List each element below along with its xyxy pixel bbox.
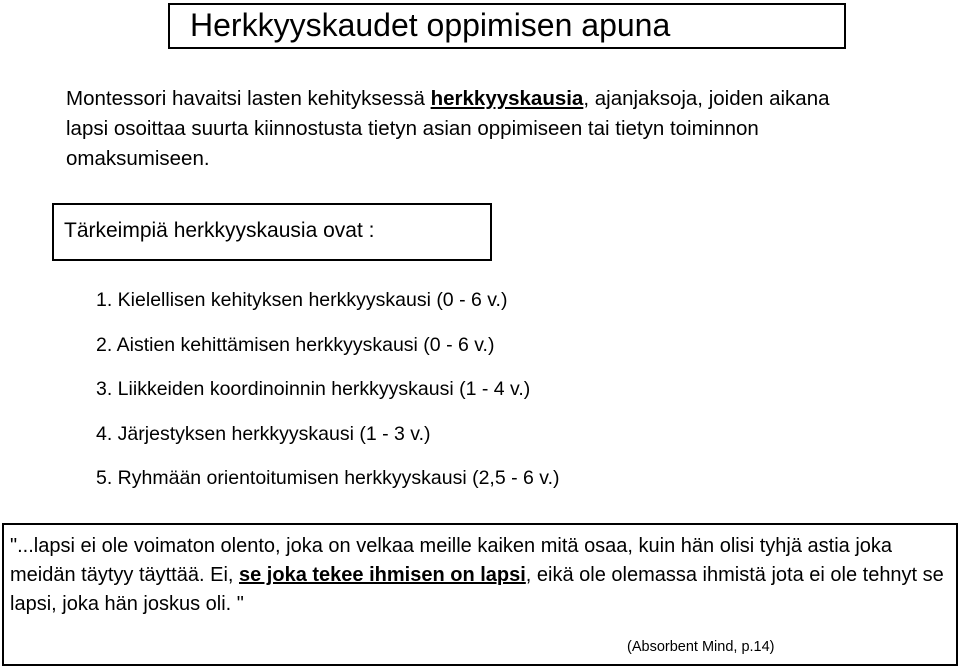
quote-part-2: , eikä ole olemassa ihmistä jota ei ole tehnyt se lapsi, joka hän joskus oli. " bbox=[10, 564, 944, 615]
list-item: 4. Järjestyksen herkkyyskausi (1 - 3 v.) bbox=[96, 422, 431, 445]
intro-text-after: , ajanjaksoja, joiden aikana lapsi osoittaa suurta kiinnostusta tietyn asian oppimiseen tai tietyn toiminnon omaksumiseen. bbox=[66, 87, 830, 170]
intro-keyword: herkkyyskausia bbox=[430, 87, 584, 110]
intro-paragraph bbox=[66, 84, 866, 174]
subheading: Tärkeimpiä herkkyyskausia ovat : bbox=[64, 219, 375, 242]
sensitive-periods-list bbox=[96, 288, 560, 511]
list-item: 3. Liikkeiden koordinoinnin herkkyyskausi (1 - 4 v.) bbox=[96, 378, 531, 400]
intro-text-before: Montessori havaitsi lasten kehityksessä bbox=[66, 87, 431, 110]
quote-text bbox=[10, 532, 950, 619]
quote-emphasis: se joka tekee ihmisen on lapsi bbox=[239, 564, 526, 586]
page-title: Herkkyyskaudet oppimisen apuna bbox=[190, 7, 671, 43]
list-item: 1. Kielellisen kehityksen herkkyyskausi (0 - 6 v.) bbox=[96, 289, 508, 311]
list-item: 2. Aistien kehittämisen herkkyyskausi (0 - 6 v.) bbox=[96, 333, 495, 356]
quote-citation: (Absorbent Mind, p.14) bbox=[627, 639, 775, 655]
list-item: 5. Ryhmään orientoitumisen herkkyyskausi (2,5 - 6 v.) bbox=[96, 467, 560, 489]
quote-part-1: "...lapsi ei ole voimaton olento, joka on velkaa meille kaiken mitä osaa, kuin hän olisi tyhjä astia joka meidän täytyy täyttää. Ei, bbox=[10, 535, 893, 586]
